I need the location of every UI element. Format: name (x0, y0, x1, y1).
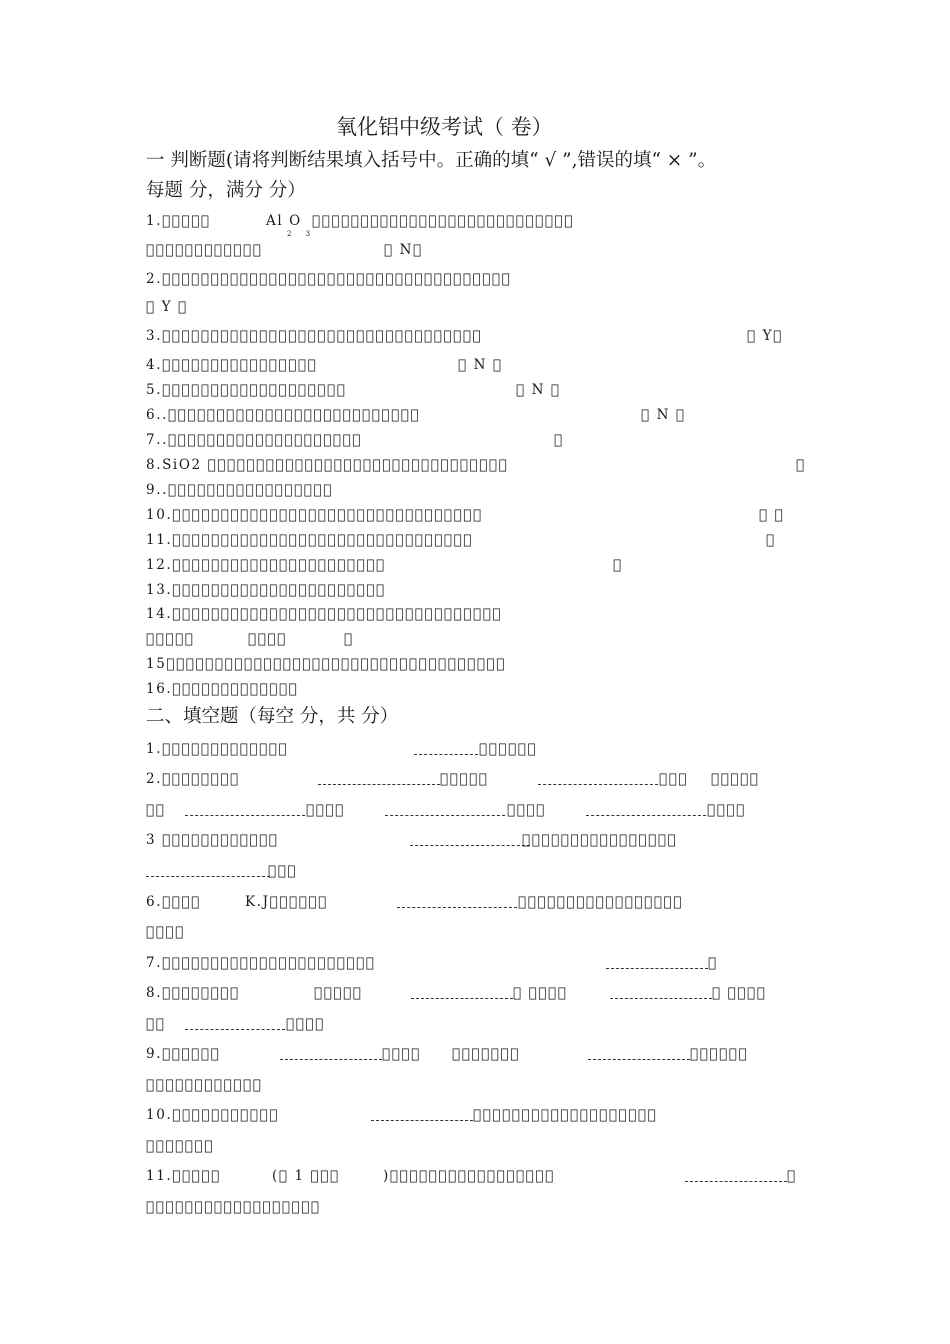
question-8-text: 8.SiO2 ￿￿￿￿￿￿￿￿￿￿￿￿￿￿￿￿￿￿￿￿￿￿￿￿￿￿￿￿￿￿￿ (146, 457, 509, 473)
fill-10-line2: ￿￿￿￿￿￿￿ (146, 1138, 214, 1154)
fill-11-text-d: ￿ (787, 1168, 797, 1184)
fill-2-blank-4 (385, 815, 505, 816)
fill-7-text: 7.￿￿￿￿￿￿￿￿￿￿￿￿￿￿￿￿￿￿￿￿￿￿ (146, 955, 376, 971)
fill-6-text-cont: ￿￿￿￿￿￿￿￿￿￿￿￿￿￿￿￿￿ (518, 894, 683, 910)
fill-7-text-end: ￿ (708, 955, 718, 971)
question-16-text: 16.￿￿￿￿￿￿￿￿￿￿￿￿￿ (146, 681, 299, 697)
fill-2-blank-1 (318, 784, 440, 785)
question-9-text: 9..￿￿￿￿￿￿￿￿￿￿￿￿￿￿￿￿￿ (146, 482, 333, 498)
question-6-text: 6..￿￿￿￿￿￿￿￿￿￿￿￿￿￿￿￿￿￿￿￿￿￿￿￿￿￿ (146, 407, 421, 423)
fill-8-blank-3 (185, 1029, 285, 1030)
fill-2-text-b: ￿￿￿￿￿ (440, 771, 489, 787)
fill-10-text: 10.￿￿￿￿￿￿￿￿￿￿￿ (146, 1107, 279, 1123)
question-14-answer: ￿ (344, 631, 354, 647)
fill-2-text: 2.￿￿￿￿￿￿￿￿ (146, 771, 240, 787)
fill-1-text-cont: ￿￿￿￿￿￿ (479, 741, 538, 757)
question-1-line2: ￿￿￿￿￿￿￿￿￿￿￿￿ (146, 242, 263, 258)
fill-9-text: 9.￿￿￿￿￿￿ (146, 1046, 221, 1062)
fill-6-text-unit: K.J￿￿￿￿￿￿ (245, 894, 328, 910)
question-number: 1. (146, 213, 163, 229)
question-1-text (146, 213, 211, 229)
question-13-text: 13.￿￿￿￿￿￿￿￿￿￿￿￿￿￿￿￿￿￿￿￿￿￿ (146, 582, 386, 598)
fill-9-text-c: ￿￿￿￿￿￿￿ (452, 1046, 520, 1062)
question-12-text: 12.￿￿￿￿￿￿￿￿￿￿￿￿￿￿￿￿￿￿￿￿￿￿ (146, 557, 386, 573)
question-15-text: 15￿￿￿￿￿￿￿￿￿￿￿￿￿￿￿￿￿￿￿￿￿￿￿￿￿￿￿￿￿￿￿￿￿￿￿ (146, 656, 506, 672)
question-3-answer: ￿ Y￿ (747, 328, 783, 344)
question-2-answer: ￿ Y ￿ (146, 299, 188, 315)
question-text: ￿￿￿￿￿ (162, 213, 211, 229)
fill-11-text-b: (￿ 1 ￿￿￿ (272, 1168, 340, 1184)
question-10-answer: ￿ ￿ (759, 507, 785, 523)
fill-3-text-cont: ￿￿￿￿￿￿￿￿￿￿￿￿￿￿￿￿ (522, 832, 678, 848)
fill-11-text: 11.￿￿￿￿￿ (146, 1168, 221, 1184)
fill-9-line2: ￿￿￿￿￿￿￿￿￿￿￿￿ (146, 1077, 263, 1093)
fill-11-text-c: )￿￿￿￿￿￿￿￿￿￿￿￿￿￿￿￿￿ (383, 1168, 555, 1184)
fill-2-blank-2 (538, 784, 658, 785)
fill-8-blank-2 (610, 998, 712, 999)
fill-3-blank-1 (410, 845, 530, 846)
fill-8-text-f: ￿￿￿￿ (286, 1016, 325, 1032)
fill-8-text-b: ￿￿￿￿￿ (314, 985, 363, 1001)
fill-2-text-g: ￿￿￿￿ (507, 802, 546, 818)
fill-8-blank-1 (411, 998, 513, 999)
fill-10-blank (371, 1120, 473, 1121)
fill-2-text-d: ￿￿￿￿￿ (711, 771, 760, 787)
section1-heading-scoring: 每题 分，满分 分） (146, 180, 306, 201)
question-14-text: 14.￿￿￿￿￿￿￿￿￿￿￿￿￿￿￿￿￿￿￿￿￿￿￿￿￿￿￿￿￿￿￿￿￿￿ (146, 606, 503, 622)
question-2-text: 2.￿￿￿￿￿￿￿￿￿￿￿￿￿￿￿￿￿￿￿￿￿￿￿￿￿￿￿￿￿￿￿￿￿￿￿￿ (146, 271, 512, 287)
fill-3-blank-2 (146, 876, 270, 877)
fill-11-line2: ￿￿￿￿￿￿￿￿￿￿￿￿￿￿￿￿￿￿ (146, 1199, 321, 1215)
fill-2-text-h: ￿￿￿￿ (707, 802, 746, 818)
fill-2-blank-3 (185, 815, 305, 816)
fill-9-blank-2 (588, 1059, 690, 1060)
fill-2-blank-5 (586, 815, 706, 816)
question-5-answer: ￿ N ￿ (516, 382, 561, 398)
exam-title: 氧化铝中级考试（ 卷） (336, 115, 553, 139)
fill-7-blank (606, 968, 708, 969)
section1-heading: 一 判断题(请将判断结果填入括号中。正确的填“ √ ”,错误的填“ × ”。 (146, 150, 717, 171)
question-14-line2: ￿￿￿￿￿ (146, 631, 195, 647)
question-4-answer: ￿ N ￿ (458, 357, 503, 373)
fill-3-text-end: ￿￿￿ (268, 863, 298, 879)
section2-heading: 二、填空题（每空 分，共 分） (146, 706, 399, 727)
fill-8-text: 8.￿￿￿￿￿￿￿￿ (146, 985, 240, 1001)
question-8-answer: ￿ (796, 457, 806, 473)
fill-8-text-d: ￿ ￿￿￿￿ (712, 985, 767, 1001)
fill-10-text-cont: ￿￿￿￿￿￿￿￿￿￿￿￿￿￿￿￿￿￿￿ (473, 1107, 658, 1123)
fill-6-text: 6.￿￿￿￿ (146, 894, 201, 910)
fill-8-text-c: ￿ ￿￿￿￿ (513, 985, 568, 1001)
fill-11-blank (685, 1181, 787, 1182)
question-7-text: 7..￿￿￿￿￿￿￿￿￿￿￿￿￿￿￿￿￿￿￿￿ (146, 432, 362, 448)
fill-9-text-b: ￿￿￿￿ (382, 1046, 421, 1062)
question-10-text: 10.￿￿￿￿￿￿￿￿￿￿￿￿￿￿￿￿￿￿￿￿￿￿￿￿￿￿￿￿￿￿￿￿ (146, 507, 483, 523)
question-1-formula-subscript: 2 3 (287, 230, 317, 238)
fill-6-line2: ￿￿￿￿ (146, 924, 185, 940)
question-11-text: 11.￿￿￿￿￿￿￿￿￿￿￿￿￿￿￿￿￿￿￿￿￿￿￿￿￿￿￿￿￿￿￿ (146, 532, 474, 548)
question-12-answer: ￿ (613, 557, 623, 573)
fill-2-line2: ￿￿ (146, 802, 166, 818)
question-6-answer: ￿ N ￿ (641, 407, 686, 423)
question-3-text: 3.￿￿￿￿￿￿￿￿￿￿￿￿￿￿￿￿￿￿￿￿￿￿￿￿￿￿￿￿￿￿￿￿￿ (146, 328, 483, 344)
fill-1-blank (414, 754, 478, 755)
question-4-text: 4.￿￿￿￿￿￿￿￿￿￿￿￿￿￿￿￿ (146, 357, 318, 373)
question-1-text-cont: ￿￿￿￿￿￿￿￿￿￿￿￿￿￿￿￿￿￿￿￿￿￿￿￿￿￿￿ (312, 213, 574, 229)
question-5-text: 5.￿￿￿￿￿￿￿￿￿￿￿￿￿￿￿￿￿￿￿ (146, 382, 347, 398)
question-11-answer: ￿ (766, 532, 776, 548)
question-1-answer: ￿ N￿ (384, 242, 423, 258)
fill-9-blank-1 (280, 1059, 382, 1060)
fill-8-line2: ￿￿ (146, 1016, 166, 1032)
fill-2-text-c: ￿￿￿ (659, 771, 689, 787)
question-14-line2-cont: ￿￿￿￿ (248, 631, 287, 647)
fill-1-text: 1.￿￿￿￿￿￿￿￿￿￿￿￿￿ (146, 741, 289, 757)
fill-9-text-d: ￿￿￿￿￿￿ (690, 1046, 749, 1062)
question-1-formula: Al O (266, 213, 302, 229)
fill-6-blank (397, 907, 517, 908)
fill-2-text-f: ￿￿￿￿ (306, 802, 345, 818)
fill-3-text: 3 ￿￿￿￿￿￿￿￿￿￿￿￿ (146, 832, 279, 848)
question-7-answer: ￿ (554, 432, 564, 448)
